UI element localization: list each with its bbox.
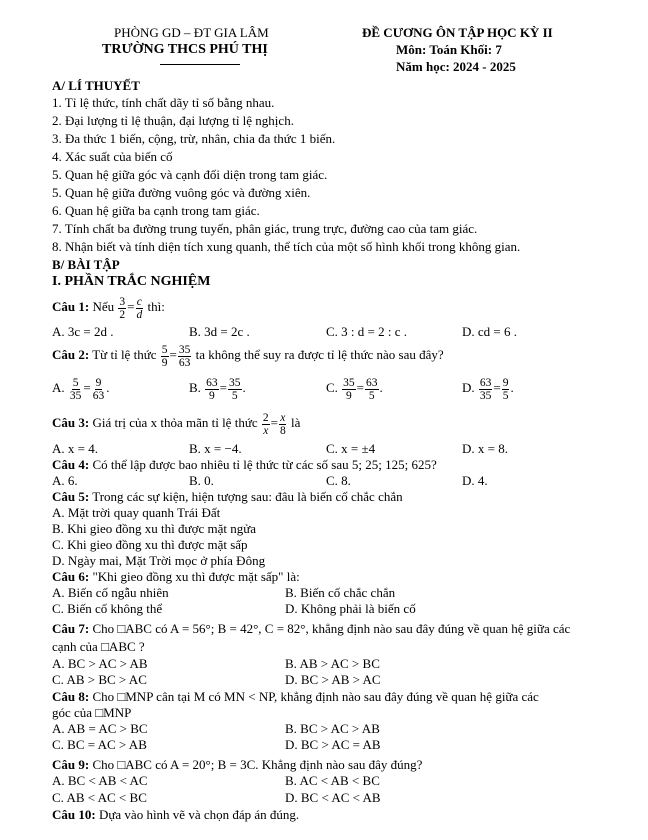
fraction: $\frac{x}{8}$ [279, 411, 286, 437]
answer-option[interactable]: D. $\frac{63}{35}$ = $\frac{9}{5}$ . [462, 376, 514, 402]
answer-option[interactable]: C. BC = AC > AB [52, 737, 147, 752]
answer-option[interactable]: B. 3d = 2c . [189, 324, 250, 339]
school-name: TRƯỜNG THCS PHÚ THỊ [102, 42, 268, 57]
answer-option[interactable]: B. AC < AB < BC [285, 773, 380, 788]
question-label: Câu 4 [52, 457, 85, 472]
answer-option[interactable]: A. 3c = 2d . [52, 324, 114, 339]
fraction: $\frac{c}{d}$ [136, 295, 143, 321]
answer-option[interactable]: A. $\frac{5}{35}$ = $\frac{9}{63}$ . [52, 376, 110, 402]
answer-option[interactable]: C. 3 : d = 2 : c . [326, 324, 407, 339]
answer-option[interactable]: D. x = 8. [462, 441, 508, 456]
fraction: $\frac{3}{2}$ [119, 295, 126, 321]
answer-option[interactable]: A. 6. [52, 473, 78, 488]
answer-option[interactable]: A. Mặt trời quay quanh Trái Đất [52, 505, 221, 520]
question-7-cont: cạnh của □ABC ? [52, 639, 145, 654]
question-label: Câu 6 [52, 569, 85, 584]
doc-title: ĐỀ CƯƠNG ÔN TẬP HỌC KỲ II [362, 25, 553, 40]
theory-heading: A/ LÍ THUYẾT [52, 78, 140, 93]
dept-name: PHÒNG GD – ĐT GIA LÂM [114, 25, 269, 40]
answer-option[interactable]: A. AB = AC > BC [52, 721, 148, 736]
answer-option[interactable]: D. cd = 6 . [462, 324, 517, 339]
answer-option[interactable]: B. BC > AC > AB [285, 721, 380, 736]
answer-option[interactable]: D. BC > AC = AB [285, 737, 381, 752]
answer-option[interactable]: C. Biến cố không thể [52, 601, 163, 616]
answer-option[interactable]: D. Không phải là biến cố [285, 601, 416, 616]
school-underline [160, 64, 240, 65]
question-6: Câu 6: "Khi gieo đồng xu thì được mặt sấp" là: [52, 569, 300, 584]
answer-option[interactable]: B. 0. [189, 473, 214, 488]
question-1: Câu 1: Nếu $\frac{3}{2}$ = $\frac{c}{d}$ thì: [52, 295, 165, 321]
school-year: Năm học: 2024 - 2025 [396, 59, 516, 74]
answer-option[interactable]: B. $\frac{63}{9}$ = $\frac{35}{5}$ . [189, 376, 246, 402]
question-8-cont: góc của □MNP [52, 705, 132, 720]
answer-option[interactable]: A. BC > AC > AB [52, 656, 148, 671]
answer-option[interactable]: C. AB < AC < BC [52, 790, 147, 805]
answer-option[interactable]: A. x = 4. [52, 441, 98, 456]
question-2: Câu 2: Từ tỉ lệ thức $\frac{5}{9}$ = $\frac{35}{63}$ ta không thể suy ra được tỉ lệ thức nào sau đây? [52, 343, 444, 369]
fraction: $\frac{2}{x}$ [262, 411, 269, 437]
answer-option[interactable]: C. x = ±4 [326, 441, 376, 456]
answer-option[interactable]: A. BC < AB < AC [52, 773, 148, 788]
theory-item: 2. Đại lượng tỉ lệ thuận, đại lượng tỉ lệ nghịch. [52, 113, 294, 128]
answer-option[interactable]: C. 8. [326, 473, 351, 488]
answer-option[interactable]: D. BC < AC < AB [285, 790, 381, 805]
question-5: Câu 5: Trong các sự kiện, hiện tượng sau: đâu là biến cố chắc chắn [52, 489, 403, 504]
question-8: Câu 8: Cho □MNP cân tại M có MN < NP, khẳng định nào sau đây đúng về quan hệ giữa các [52, 689, 539, 704]
fraction: $\frac{5}{9}$ [161, 343, 168, 369]
question-label: Câu 9 [52, 757, 85, 772]
question-7: Câu 7: Cho □ABC có A = 56°; B = 42°, C = 82°, khẳng định nào sau đây đúng về quan hệ giữa các [52, 621, 571, 636]
exercises-heading: B/ BÀI TẬP [52, 257, 120, 272]
question-9: Câu 9: Cho □ABC có A = 20°; B = 3C. Khẳng định nào sau đây đúng? [52, 757, 423, 772]
theory-item: 5. Quan hệ giữa góc và cạnh đối diện trong tam giác. [52, 167, 328, 182]
answer-option[interactable]: A. Biến cố ngẫu nhiên [52, 585, 169, 600]
question-4: Câu 4: Có thể lập được bao nhiêu tỉ lệ thức từ các số sau 5; 25; 125; 625? [52, 457, 437, 472]
fraction: $\frac{35}{63}$ [178, 343, 191, 369]
answer-option[interactable]: B. x = −4. [189, 441, 242, 456]
question-label: Câu 3 [52, 415, 85, 430]
question-label: Câu 2 [52, 347, 85, 362]
theory-item: 8. Nhận biết và tính diện tích xung quanh, thể tích của một số hình khối trong không gian. [52, 239, 521, 254]
answer-option[interactable]: B. AB > AC > BC [285, 656, 380, 671]
subject-line: Môn: Toán Khối: 7 [396, 42, 502, 57]
question-3: Câu 3: Giá trị của x thỏa mãn tỉ lệ thức $\frac{2}{x}$ = $\frac{x}{8}$ là [52, 411, 301, 437]
answer-option[interactable]: B. Biến cố chắc chắn [285, 585, 396, 600]
question-label: Câu 7 [52, 621, 85, 636]
answer-option[interactable]: D. 4. [462, 473, 488, 488]
theory-item: 4. Xác suất của biến cố [52, 149, 173, 164]
question-label: Câu 8 [52, 689, 85, 704]
answer-option[interactable]: C. $\frac{35}{9}$ = $\frac{63}{5}$ . [326, 376, 383, 402]
question-label: Câu 10 [52, 807, 92, 822]
theory-item: 6. Quan hệ giữa ba cạnh trong tam giác. [52, 203, 260, 218]
theory-item: 1. Tỉ lệ thức, tính chất dãy tỉ số bằng nhau. [52, 95, 275, 110]
question-label: Câu 5 [52, 489, 85, 504]
answer-option[interactable]: D. Ngày mai, Mặt Trời mọc ở phía Đông [52, 553, 266, 568]
answer-option[interactable]: C. Khi gieo đồng xu thì được mặt sấp [52, 537, 248, 552]
answer-option[interactable]: C. AB > BC > AC [52, 672, 147, 687]
answer-option[interactable]: B. Khi gieo đồng xu thì được mặt ngửa [52, 521, 257, 536]
answer-option[interactable]: D. BC > AB > AC [285, 672, 381, 687]
theory-item: 7. Tính chất ba đường trung tuyến, phân giác, trung trực, đường cao của tam giác. [52, 221, 478, 236]
theory-item: 5. Quan hệ giữa đường vuông góc và đường xiên. [52, 185, 311, 200]
section-heading: I. PHẦN TRẮC NGHIỆM [52, 274, 211, 289]
question-label: Câu 1 [52, 299, 85, 314]
theory-item: 3. Đa thức 1 biến, cộng, trừ, nhân, chia đa thức 1 biến. [52, 131, 336, 146]
question-10: Câu 10: Dựa vào hình vẽ và chọn đáp án đúng. [52, 807, 300, 822]
